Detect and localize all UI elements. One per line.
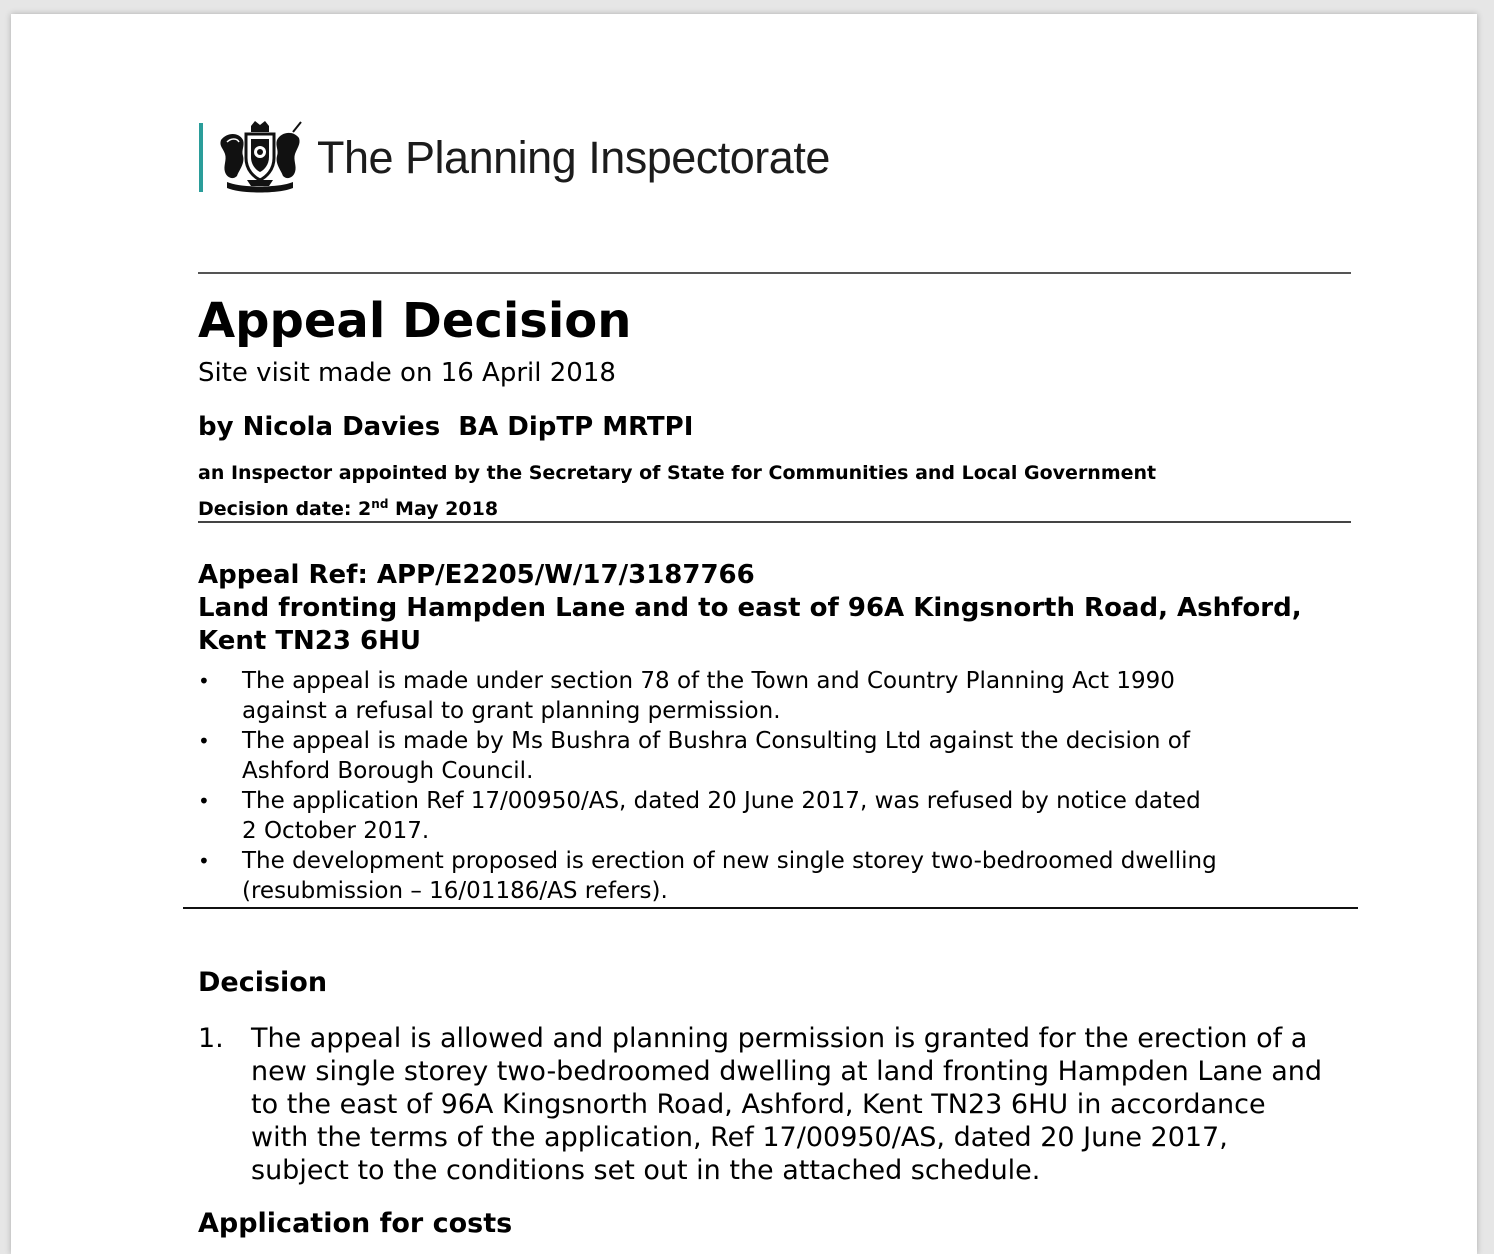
bullet-icon: • — [198, 729, 210, 753]
inspector-appointment: an Inspector appointed by the Secretary of State for Communities and Local Government — [198, 462, 1157, 484]
paragraph-number: 1. — [198, 1023, 224, 1054]
royal-coat-of-arms-icon — [217, 120, 303, 194]
appeal-site-line-2: Kent TN23 6HU — [198, 626, 422, 656]
list-item: • The appeal is made under section 78 of the Town and Country Planning Act 1990 against a refusal to grant planning permission. — [198, 668, 1175, 724]
decision-date-prefix: Decision date: 2 — [198, 498, 372, 520]
divider — [198, 272, 1351, 274]
list-item: • The application Ref 17/00950/AS, dated 20 June 2017, was refused by notice dated 2 October 2017. — [198, 788, 1201, 844]
decision-paragraph — [198, 1022, 1358, 1187]
decision-date-ordinal: nd — [371, 497, 389, 511]
document-page — [11, 14, 1477, 1254]
site-visit-date: Site visit made on 16 April 2018 — [198, 358, 616, 388]
list-item: • The development proposed is erection of new single storey two-bedroomed dwelling (resubmission – 16/01186/AS refers). — [198, 848, 1217, 904]
list-item: • The appeal is made by Ms Bushra of Bushra Consulting Ltd against the decision of Ashford Borough Council. — [198, 728, 1190, 784]
bullet-icon: • — [198, 849, 210, 873]
page-title: Appeal Decision — [198, 293, 632, 349]
paragraph-text: The appeal is allowed and planning permission is granted for the erection of a new single storey two-bedroomed dwelling at land fronting Hampden Lane and to the east of 96A Kingsnorth Road, Ashford, Kent TN23 6HU in accordance with the terms of the application, Ref 17/00950/AS, dated 20 June 2017, subject to the conditions set out in the attached schedule. — [251, 1023, 1323, 1186]
brand-name: The Planning Inspectorate — [317, 132, 830, 183]
bullet-icon: • — [198, 789, 210, 813]
appeal-reference-block — [198, 559, 1358, 658]
appeal-details-list — [198, 666, 1358, 906]
divider — [198, 521, 1351, 523]
decision-date-suffix: May 2018 — [388, 498, 499, 520]
appeal-ref: Appeal Ref: APP/E2205/W/17/3187766 — [198, 560, 755, 590]
decision-heading: Decision — [198, 967, 328, 998]
appeal-site-line-1: Land fronting Hampden Lane and to east of 96A Kingsnorth Road, Ashford, — [198, 593, 1302, 623]
decision-date — [198, 498, 498, 520]
inspector-name: by Nicola Davies BA DipTP MRTPI — [198, 412, 694, 442]
logo-accent-bar — [199, 123, 203, 192]
costs-heading: Application for costs — [198, 1208, 513, 1239]
bullet-icon: • — [198, 669, 210, 693]
divider — [183, 907, 1358, 909]
